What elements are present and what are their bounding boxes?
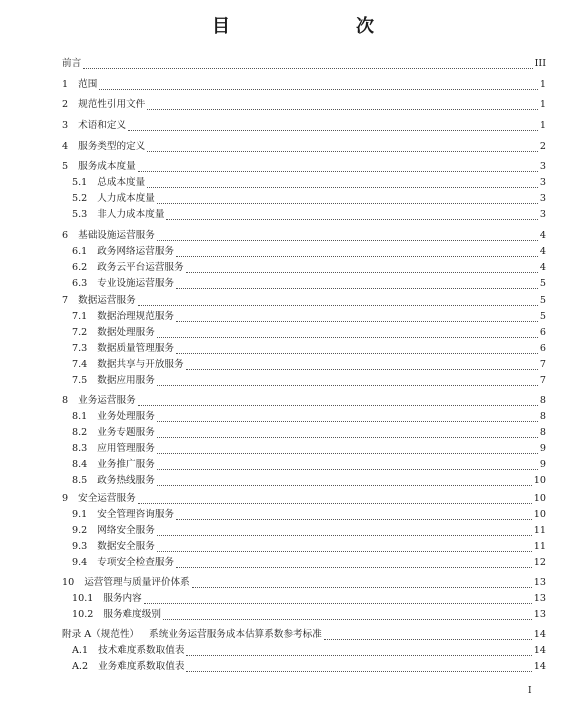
toc-entry-number: 3 bbox=[62, 120, 69, 131]
toc-leader-dots bbox=[176, 280, 538, 289]
toc-entry-page: 5 bbox=[539, 311, 546, 322]
toc-entry[interactable] bbox=[72, 410, 546, 423]
toc-entry-title: 系统业务运营服务成本估算系数参考标准 bbox=[149, 629, 322, 640]
toc-entry[interactable] bbox=[62, 160, 546, 173]
toc-entry-page: 1 bbox=[539, 99, 546, 110]
toc-entry-title: 业务专题服务 bbox=[97, 427, 155, 438]
toc-entry-title: 前言 bbox=[62, 58, 82, 69]
toc-entry-page: 8 bbox=[539, 411, 546, 422]
toc-entry[interactable] bbox=[72, 245, 546, 258]
toc-entry[interactable] bbox=[72, 310, 546, 323]
toc-entry-page: 3 bbox=[539, 177, 546, 188]
toc-entry-page: 6 bbox=[539, 343, 546, 354]
toc-entry-page: 11 bbox=[533, 541, 546, 552]
toc-leader-dots bbox=[157, 445, 538, 454]
toc-entry-page: 13 bbox=[533, 609, 546, 620]
toc-entry-number: 5.1 bbox=[72, 177, 88, 188]
toc-leader-dots bbox=[138, 397, 538, 406]
toc-entry[interactable] bbox=[62, 78, 546, 91]
toc-entry-number: 6.1 bbox=[72, 246, 88, 257]
toc-entry-page: 9 bbox=[539, 443, 546, 454]
toc-entry[interactable] bbox=[72, 261, 546, 274]
toc-entry-page: 8 bbox=[539, 395, 546, 406]
toc-entry-title: 服务内容 bbox=[103, 593, 142, 604]
toc-leader-dots bbox=[176, 248, 538, 257]
toc-entry-number: 9.4 bbox=[72, 557, 88, 568]
toc-entry-number: 7 bbox=[62, 295, 69, 306]
toc-entry-title: 非人力成本度量 bbox=[97, 209, 165, 220]
toc-leader-dots bbox=[157, 461, 538, 470]
toc-leader-dots bbox=[157, 377, 538, 386]
toc-entry-page: 11 bbox=[533, 525, 546, 536]
toc-entry-page: III bbox=[534, 58, 546, 69]
toc-entry[interactable] bbox=[72, 208, 546, 221]
toc-entry-title: 政务云平台运营服务 bbox=[97, 262, 184, 273]
toc-entry-title: 术语和定义 bbox=[78, 120, 127, 131]
toc-entry-title: 规范性引用文件 bbox=[78, 99, 146, 110]
toc-leader-dots bbox=[163, 611, 532, 620]
toc-entry-number: 8.5 bbox=[72, 475, 88, 486]
toc-entry-page: 2 bbox=[539, 141, 546, 152]
toc-entry-title: 数据运营服务 bbox=[78, 295, 136, 306]
toc-leader-dots bbox=[157, 329, 538, 338]
toc-entry-page: 3 bbox=[539, 209, 546, 220]
toc-entry-page: 9 bbox=[539, 459, 546, 470]
toc-entry-page: 1 bbox=[539, 120, 546, 131]
toc-entry-page: 10 bbox=[533, 475, 546, 486]
toc-entry-page: 14 bbox=[533, 661, 546, 672]
toc-entry[interactable] bbox=[72, 592, 546, 605]
toc-entry[interactable] bbox=[62, 98, 546, 111]
toc-leader-dots bbox=[144, 595, 532, 604]
toc-entry[interactable] bbox=[62, 628, 546, 641]
toc-leader-dots bbox=[83, 60, 532, 69]
toc-leader-dots bbox=[176, 511, 532, 520]
toc-entry[interactable] bbox=[62, 294, 546, 307]
toc-entry-number: 9.1 bbox=[72, 509, 88, 520]
toc-entry-title: 基础设施运营服务 bbox=[78, 230, 155, 241]
toc-leader-dots bbox=[157, 195, 538, 204]
toc-entry-title: 数据质量管理服务 bbox=[97, 343, 175, 354]
toc-entry-title: 业务处理服务 bbox=[97, 411, 155, 422]
page-number: I bbox=[528, 686, 532, 696]
toc-entry-title: 服务成本度量 bbox=[78, 161, 136, 172]
toc-leader-dots bbox=[157, 543, 532, 552]
toc-entry[interactable] bbox=[72, 277, 546, 290]
toc-leader-dots bbox=[186, 663, 531, 672]
toc-leader-dots bbox=[186, 264, 538, 273]
toc-entry[interactable] bbox=[62, 229, 546, 242]
toc-leader-dots bbox=[157, 477, 532, 486]
toc-entry-page: 7 bbox=[539, 359, 546, 370]
toc-entry-number: 8.3 bbox=[72, 443, 88, 454]
toc-entry-title: 总成本度量 bbox=[97, 177, 146, 188]
toc-entry-title: 数据处理服务 bbox=[97, 327, 155, 338]
toc-leader-dots bbox=[157, 527, 532, 536]
toc-entry[interactable] bbox=[72, 326, 546, 339]
toc-entry-number: 7.1 bbox=[72, 311, 88, 322]
toc-entry-page: 10 bbox=[533, 493, 546, 504]
toc-entry-page: 5 bbox=[539, 278, 546, 289]
toc-leader-dots bbox=[147, 179, 538, 188]
toc-entry-title: 范围 bbox=[78, 79, 98, 90]
toc-leader-dots bbox=[176, 559, 532, 568]
toc-entry[interactable] bbox=[72, 192, 546, 205]
toc-entry-page: 1 bbox=[539, 79, 546, 90]
toc-entry-number: 8.1 bbox=[72, 411, 88, 422]
toc-entry-title: 服务类型的定义 bbox=[78, 141, 146, 152]
toc-entry[interactable] bbox=[72, 176, 546, 189]
toc-entry-number: 5.2 bbox=[72, 193, 88, 204]
toc-entry-title: 政务热线服务 bbox=[97, 475, 155, 486]
toc-entry-number: A.1 bbox=[72, 645, 89, 656]
toc-entry-number: 4 bbox=[62, 141, 69, 152]
toc-entry[interactable] bbox=[62, 140, 546, 153]
toc-entry[interactable] bbox=[72, 358, 546, 371]
toc-entry-number: 8.4 bbox=[72, 459, 88, 470]
toc-entry-number: 5.3 bbox=[72, 209, 88, 220]
toc-leader-dots bbox=[138, 297, 538, 306]
toc-entry[interactable] bbox=[62, 57, 546, 70]
toc-entry[interactable] bbox=[72, 474, 546, 487]
toc-leader-dots bbox=[147, 101, 538, 110]
toc-leader-dots bbox=[166, 211, 537, 220]
toc-entry-number: 2 bbox=[62, 99, 69, 110]
toc-entry-page: 13 bbox=[533, 593, 546, 604]
toc-entry-title: 技术难度系数取值表 bbox=[98, 645, 185, 656]
toc-entry[interactable] bbox=[72, 660, 546, 673]
toc-leader-dots bbox=[157, 232, 538, 241]
toc-entry-number: 附录 A（规范性） bbox=[62, 629, 140, 640]
toc-entry-page: 14 bbox=[533, 645, 546, 656]
toc-entry[interactable] bbox=[72, 458, 546, 471]
toc-entry-page: 4 bbox=[539, 230, 546, 241]
toc-entry-number: 5 bbox=[62, 161, 69, 172]
toc-leader-dots bbox=[99, 81, 538, 90]
toc-entry-page: 13 bbox=[533, 577, 546, 588]
toc-entry[interactable] bbox=[62, 492, 546, 505]
toc-leader-dots bbox=[138, 495, 532, 504]
toc-entry[interactable] bbox=[72, 644, 546, 657]
toc-entry-title: 安全管理咨询服务 bbox=[97, 509, 175, 520]
toc-entry-title: 业务运营服务 bbox=[78, 395, 136, 406]
toc-entry-number: 10 bbox=[62, 577, 75, 588]
toc-entry-page: 12 bbox=[533, 557, 546, 568]
toc-entry-number: 8.2 bbox=[72, 427, 88, 438]
toc-leader-dots bbox=[128, 122, 538, 131]
toc-entry-title: 人力成本度量 bbox=[97, 193, 155, 204]
toc-entry-title: 网络安全服务 bbox=[97, 525, 155, 536]
toc-entry-title: 专业设施运营服务 bbox=[97, 278, 175, 289]
toc-entry[interactable] bbox=[72, 540, 546, 553]
toc-entry[interactable] bbox=[72, 342, 546, 355]
toc-entry-title: 业务推广服务 bbox=[97, 459, 155, 470]
toc-entry[interactable] bbox=[72, 608, 546, 621]
toc-leader-dots bbox=[176, 345, 538, 354]
toc-entry-number: 6 bbox=[62, 230, 69, 241]
toc-leader-dots bbox=[147, 143, 538, 152]
toc-entry-number: 10.1 bbox=[72, 593, 94, 604]
toc-leader-dots bbox=[138, 163, 538, 172]
toc-entry-title: 安全运营服务 bbox=[78, 493, 136, 504]
toc-entry-title: 政务网络运营服务 bbox=[97, 246, 175, 257]
toc-entry[interactable] bbox=[72, 556, 546, 569]
toc-entry-title: 服务难度级别 bbox=[103, 609, 161, 620]
toc-entry-page: 10 bbox=[533, 509, 546, 520]
toc-leader-dots bbox=[324, 631, 532, 640]
toc-entry-number: 9 bbox=[62, 493, 69, 504]
toc-entry-title: 运营管理与质量评价体系 bbox=[84, 577, 190, 588]
toc-entry-number: 7.5 bbox=[72, 375, 88, 386]
toc-entry-number: 1 bbox=[62, 79, 69, 90]
toc-entry-title: 数据应用服务 bbox=[97, 375, 155, 386]
toc-entry-title: 数据治理规范服务 bbox=[97, 311, 175, 322]
toc-entry-number: 8 bbox=[62, 395, 69, 406]
toc-entry-number: 6.3 bbox=[72, 278, 88, 289]
toc-leader-dots bbox=[157, 429, 538, 438]
toc-entry-page: 3 bbox=[539, 193, 546, 204]
toc-leader-dots bbox=[157, 413, 538, 422]
toc-leader-dots bbox=[186, 647, 531, 656]
toc-entry-page: 4 bbox=[539, 262, 546, 273]
toc-entry[interactable] bbox=[72, 374, 546, 387]
toc-entry-title: 应用管理服务 bbox=[97, 443, 155, 454]
toc-entry[interactable] bbox=[62, 119, 546, 132]
toc-entry-page: 6 bbox=[539, 327, 546, 338]
toc-entry-page: 4 bbox=[539, 246, 546, 257]
toc-entry-number: 7.4 bbox=[72, 359, 88, 370]
toc-entry-number: 7.3 bbox=[72, 343, 88, 354]
toc-entry[interactable] bbox=[72, 426, 546, 439]
toc-leader-dots bbox=[186, 361, 538, 370]
toc-entry-number: A.2 bbox=[72, 661, 89, 672]
toc-entry-page: 7 bbox=[539, 375, 546, 386]
toc-entry[interactable] bbox=[62, 394, 546, 407]
toc-entry-title: 专项安全检查服务 bbox=[97, 557, 175, 568]
toc-entry-number: 10.2 bbox=[72, 609, 94, 620]
toc-entry-page: 14 bbox=[533, 629, 546, 640]
toc-leader-dots bbox=[192, 579, 532, 588]
toc-entry[interactable] bbox=[72, 508, 546, 521]
toc-entry-number: 9.2 bbox=[72, 525, 88, 536]
toc-entry-page: 3 bbox=[539, 161, 546, 172]
toc-entry-page: 5 bbox=[539, 295, 546, 306]
toc-entry-title: 数据安全服务 bbox=[97, 541, 155, 552]
toc-entry-number: 6.2 bbox=[72, 262, 88, 273]
toc-entry-page: 8 bbox=[539, 427, 546, 438]
toc-entry[interactable] bbox=[62, 576, 546, 589]
toc-entry-title: 业务难度系数取值表 bbox=[98, 661, 185, 672]
toc-entry-title: 数据共享与开放服务 bbox=[97, 359, 184, 370]
toc-title: 目 次 bbox=[212, 16, 404, 37]
toc-entry-number: 9.3 bbox=[72, 541, 88, 552]
toc-entry[interactable] bbox=[72, 442, 546, 455]
toc-leader-dots bbox=[176, 313, 538, 322]
toc-entry[interactable] bbox=[72, 524, 546, 537]
toc-entry-number: 7.2 bbox=[72, 327, 88, 338]
